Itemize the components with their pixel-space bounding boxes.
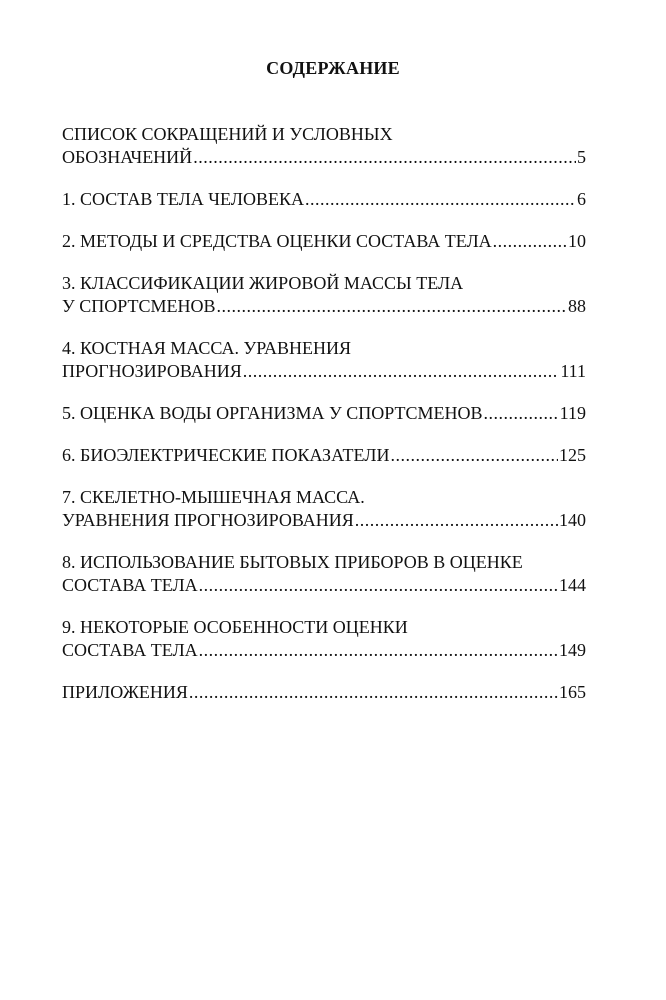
toc-entry-chapter-6[interactable] xyxy=(62,444,586,467)
toc-entry-text: 2. МЕТОДЫ И СРЕДСТВА ОЦЕНКИ СОСТАВА ТЕЛА xyxy=(62,231,492,251)
toc-entry-text: ОБОЗНАЧЕНИЙ xyxy=(62,147,193,167)
toc-page-number: 149 xyxy=(559,640,586,660)
toc-page-number: 10 xyxy=(568,231,586,251)
dot-leader xyxy=(305,188,576,211)
toc-entry-chapter-3[interactable] xyxy=(62,272,586,318)
toc-page-number: 6 xyxy=(577,189,586,209)
toc-page-number: 140 xyxy=(559,510,586,530)
toc-entry-text: УРАВНЕНИЯ ПРОГНОЗИРОВАНИЯ xyxy=(62,510,354,530)
toc-heading: СОДЕРЖАНИЕ xyxy=(266,58,400,78)
toc-entry-text: ПРИЛОЖЕНИЯ xyxy=(62,682,188,702)
dot-leader xyxy=(390,444,558,467)
toc-entry-text: 6. БИОЭЛЕКТРИЧЕСКИЕ ПОКАЗАТЕЛИ xyxy=(62,445,390,465)
toc-entry-text: СПИСОК СОКРАЩЕНИЙ И УСЛОВНЫХ xyxy=(62,124,393,144)
toc-entry-text: СОСТАВА ТЕЛА xyxy=(62,575,198,595)
toc-entry-chapter-2[interactable] xyxy=(62,230,586,253)
toc-entry-text: 4. КОСТНАЯ МАССА. УРАВНЕНИЯ xyxy=(62,338,351,358)
toc-entry-chapter-5[interactable] xyxy=(62,402,586,425)
toc-page-number: 111 xyxy=(560,361,586,381)
toc-page-number: 165 xyxy=(559,682,586,702)
dot-leader xyxy=(493,230,567,253)
toc-entry-chapter-7[interactable] xyxy=(62,486,586,532)
toc-page-number: 144 xyxy=(559,575,586,595)
toc-entry-text: 1. СОСТАВ ТЕЛА ЧЕЛОВЕКА xyxy=(62,189,304,209)
toc-entry-chapter-4[interactable] xyxy=(62,337,586,383)
dot-leader xyxy=(199,574,558,597)
toc-page-number: 88 xyxy=(568,296,586,316)
dot-leader xyxy=(216,295,567,318)
toc-entry-appendices[interactable] xyxy=(62,681,586,704)
toc-entry-text: СОСТАВА ТЕЛА xyxy=(62,640,198,660)
toc-entry-abbreviations[interactable] xyxy=(62,123,586,169)
dot-leader xyxy=(199,639,558,662)
dot-leader xyxy=(193,146,576,169)
toc-entry-text: 9. НЕКОТОРЫЕ ОСОБЕННОСТИ ОЦЕНКИ xyxy=(62,617,408,637)
table-of-contents xyxy=(62,123,586,723)
toc-entry-chapter-8[interactable] xyxy=(62,551,586,597)
toc-entry-chapter-1[interactable] xyxy=(62,188,586,211)
toc-page-number: 119 xyxy=(559,403,586,423)
toc-page-number: 125 xyxy=(559,445,586,465)
toc-entry-text: 8. ИСПОЛЬЗОВАНИЕ БЫТОВЫХ ПРИБОРОВ В ОЦЕНКЕ xyxy=(62,552,523,572)
toc-entry-text: У СПОРТСМЕНОВ xyxy=(62,296,216,316)
dot-leader xyxy=(189,681,558,704)
toc-entry-chapter-9[interactable] xyxy=(62,616,586,662)
dot-leader xyxy=(355,509,558,532)
toc-entry-text: 7. СКЕЛЕТНО-МЫШЕЧНАЯ МАССА. xyxy=(62,487,365,507)
toc-entry-text: 5. ОЦЕНКА ВОДЫ ОРГАНИЗМА У СПОРТСМЕНОВ xyxy=(62,403,483,423)
toc-entry-text: 3. КЛАССИФИКАЦИИ ЖИРОВОЙ МАССЫ ТЕЛА xyxy=(62,273,464,293)
toc-page-number: 5 xyxy=(577,147,586,167)
toc-entry-text: ПРОГНОЗИРОВАНИЯ xyxy=(62,361,242,381)
dot-leader xyxy=(243,360,560,383)
dot-leader xyxy=(484,402,559,425)
